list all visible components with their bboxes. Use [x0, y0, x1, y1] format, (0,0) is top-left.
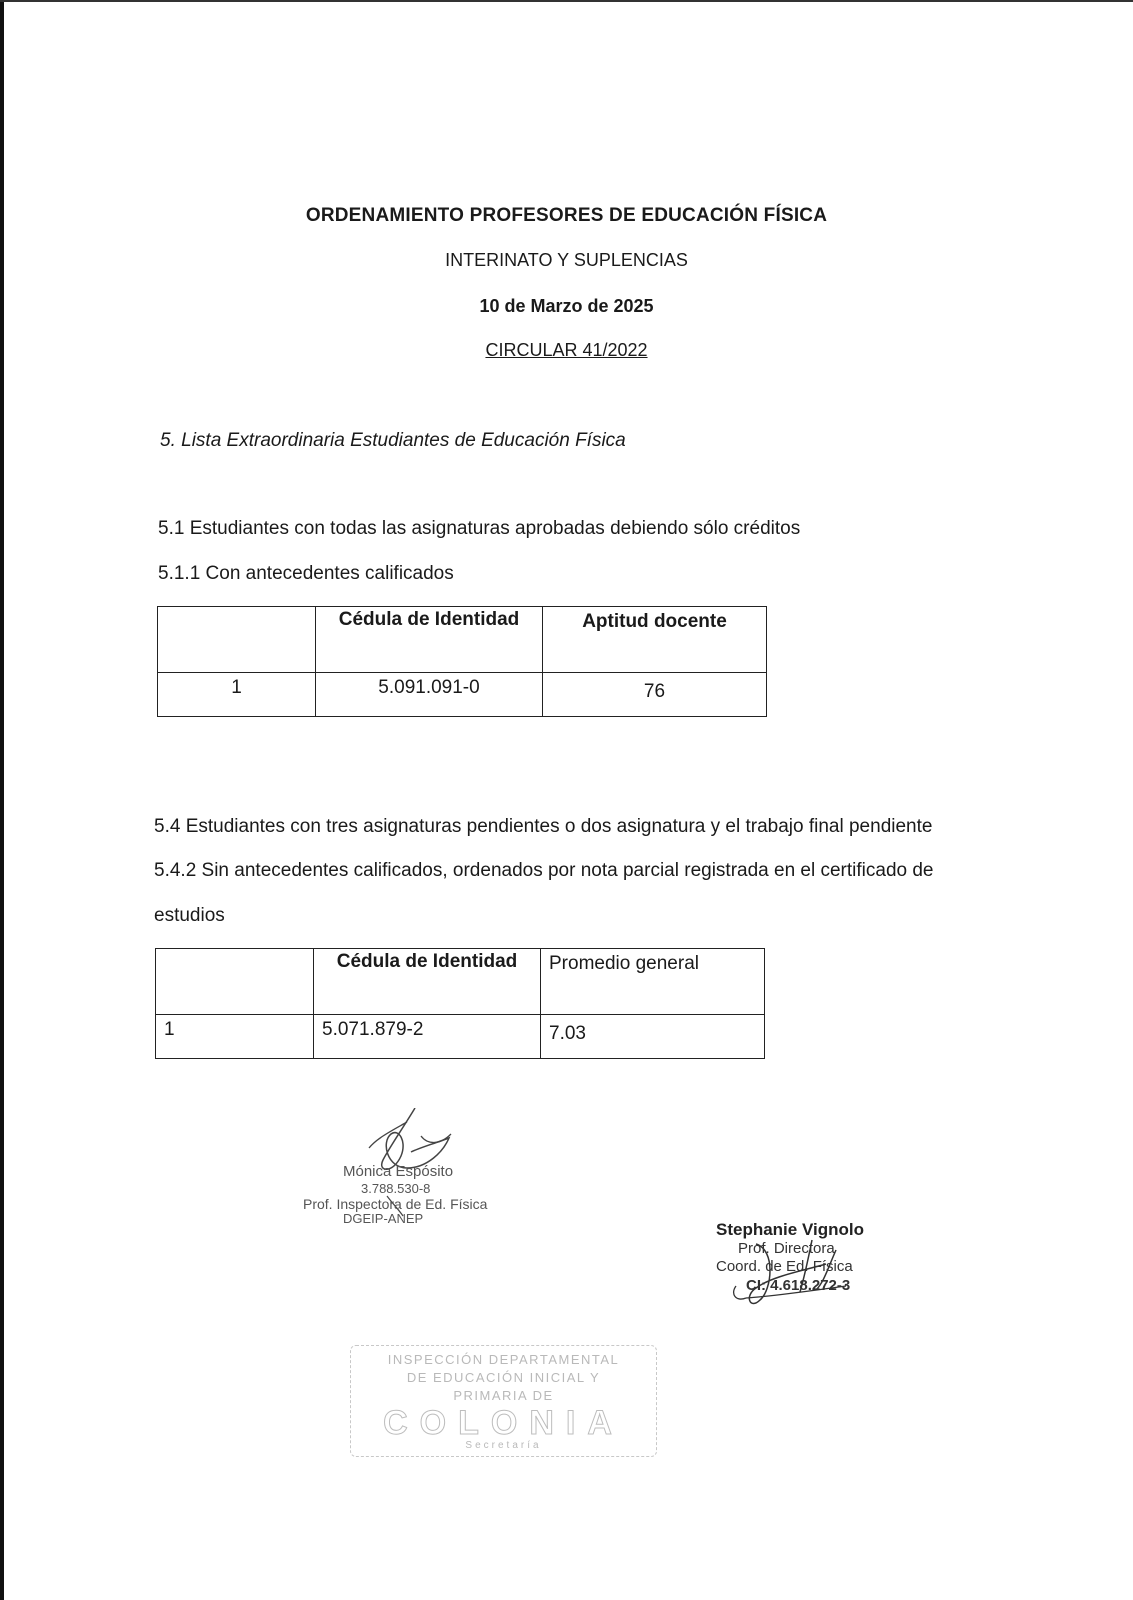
table-header-row [158, 607, 767, 673]
row-number: 1 [156, 1015, 314, 1059]
section-5-1-1-heading: 5.1.1 Con antecedentes calificados [158, 563, 454, 584]
section-5-4-2-heading: 5.4.2 Sin antecedentes calificados, ordenados por nota parcial registrada en el certificado de [154, 860, 934, 881]
stamp-line: PRIMARIA DE [453, 1388, 554, 1403]
stamp-line: INSPECCIÓN DEPARTAMENTAL [387, 1352, 620, 1367]
scan-edge [0, 0, 4, 1600]
circular-reference [0, 340, 1133, 361]
stamp-line: DE EDUCACIÓN INICIAL Y [406, 1370, 601, 1385]
circular-text: CIRCULAR 41/2022 [485, 340, 648, 360]
header-cedula: Cédula de Identidad [314, 949, 541, 1015]
signer-id: 3.788.530-8 [361, 1181, 431, 1196]
table-header-row [156, 949, 765, 1015]
row-number: 1 [158, 673, 316, 717]
section-5-4-heading: 5.4 Estudiantes con tres asignaturas pendientes o dos asignatura y el trabajo final pendiente [154, 816, 933, 837]
scan-edge-top [0, 0, 1133, 2]
section-5-heading: 5. Lista Extraordinaria Estudiantes de Educación Física [160, 430, 626, 451]
stamp-title: COLONIA [383, 1404, 624, 1442]
table-row [158, 673, 767, 717]
header-cell-empty [156, 949, 314, 1015]
table-row [156, 1015, 765, 1059]
row-cedula: 5.091.091-0 [316, 673, 543, 717]
signer-dept: Coord. de Ed. Física [716, 1258, 853, 1275]
document-date: 10 de Marzo de 2025 [479, 296, 654, 316]
section-5-4-2-heading-cont: estudios [154, 905, 225, 926]
signer-name: Stephanie Vignolo [716, 1220, 864, 1239]
header-promedio: Promedio general [541, 949, 765, 1015]
official-stamp [350, 1345, 657, 1457]
handwritten-signature [716, 1220, 906, 1330]
header-cedula: Cédula de Identidad [316, 607, 543, 673]
signer-role: Prof. Directora [738, 1240, 835, 1257]
row-promedio: 7.03 [541, 1015, 765, 1059]
header-cell-empty [158, 607, 316, 673]
signature-block-inspectora [303, 1108, 503, 1238]
signer-name: Mónica Espósito [343, 1163, 454, 1180]
signer-id: CI: 4.618.272-3 [746, 1277, 851, 1294]
signer-org: DGEIP-ANEP [343, 1211, 424, 1226]
document-subtitle: INTERINATO Y SUPLENCIAS [445, 250, 688, 270]
row-aptitud: 76 [543, 673, 767, 717]
signer-role: Prof. Inspectora de Ed. Física [303, 1196, 488, 1212]
document-title: ORDENAMIENTO PROFESORES DE EDUCACIÓN FÍSICA [305, 205, 828, 226]
stamp-line: Secretaría [465, 1440, 542, 1451]
row-cedula: 5.071.879-2 [314, 1015, 541, 1059]
table-aptitud-docente [157, 606, 767, 717]
section-5-1-heading: 5.1 Estudiantes con todas las asignaturas aprobadas debiendo sólo créditos [158, 518, 801, 539]
signature-block-directora [716, 1220, 906, 1330]
header-aptitud: Aptitud docente [543, 607, 767, 673]
table-promedio-general [155, 948, 765, 1059]
